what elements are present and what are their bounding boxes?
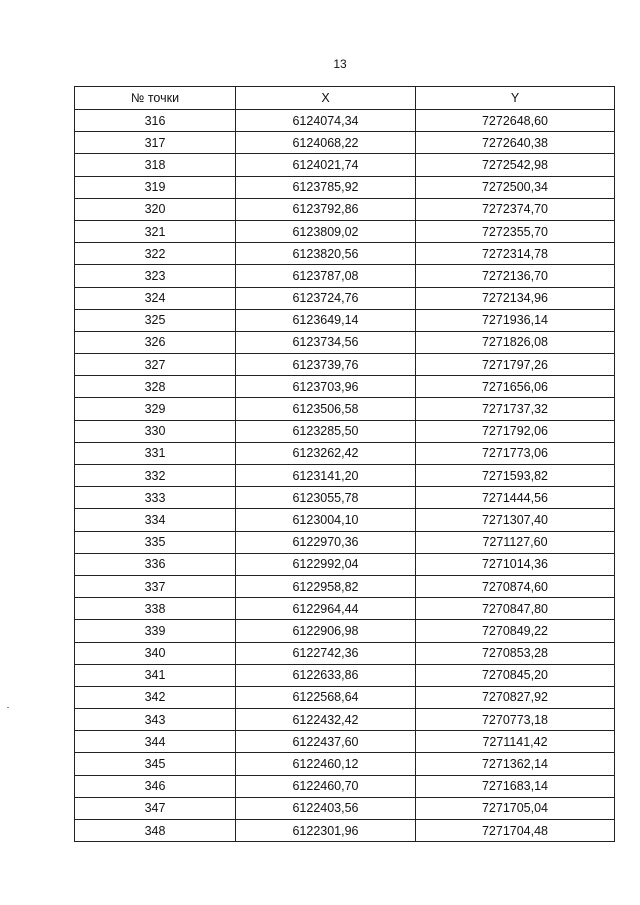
table-row	[75, 132, 615, 154]
point-number-cell: 329	[75, 398, 236, 420]
point-number-cell: 318	[75, 154, 236, 176]
table-row	[75, 731, 615, 753]
x-coordinate-cell: 6123703,96	[236, 376, 416, 398]
table-row	[75, 553, 615, 575]
x-coordinate-cell: 6122964,44	[236, 598, 416, 620]
x-coordinate-cell: 6122301,96	[236, 820, 416, 842]
point-number-cell: 346	[75, 775, 236, 797]
y-coordinate-cell: 7272648,60	[416, 110, 615, 132]
table-row	[75, 243, 615, 265]
point-number-cell: 343	[75, 709, 236, 731]
x-coordinate-cell: 6122992,04	[236, 553, 416, 575]
y-coordinate-cell: 7270853,28	[416, 642, 615, 664]
table-row	[75, 442, 615, 464]
y-coordinate-cell: 7271704,48	[416, 820, 615, 842]
table-row	[75, 110, 615, 132]
point-number-cell: 334	[75, 509, 236, 531]
y-coordinate-cell: 7270827,92	[416, 686, 615, 708]
x-coordinate-cell: 6122460,70	[236, 775, 416, 797]
table-row	[75, 642, 615, 664]
table-header-row	[75, 87, 615, 110]
point-number-cell: 319	[75, 176, 236, 198]
x-coordinate-cell: 6123262,42	[236, 442, 416, 464]
table-row	[75, 265, 615, 287]
y-coordinate-cell: 7272542,98	[416, 154, 615, 176]
table-row	[75, 176, 615, 198]
table-row	[75, 664, 615, 686]
point-number-cell: 322	[75, 243, 236, 265]
point-number-cell: 342	[75, 686, 236, 708]
table-row	[75, 398, 615, 420]
y-coordinate-cell: 7270773,18	[416, 709, 615, 731]
x-coordinate-cell: 6122460,12	[236, 753, 416, 775]
x-coordinate-cell: 6123792,86	[236, 198, 416, 220]
y-coordinate-cell: 7272134,96	[416, 287, 615, 309]
x-coordinate-cell: 6123787,08	[236, 265, 416, 287]
x-coordinate-cell: 6122958,82	[236, 575, 416, 597]
table-row	[75, 376, 615, 398]
table-row	[75, 465, 615, 487]
x-coordinate-cell: 6124021,74	[236, 154, 416, 176]
x-coordinate-cell: 6122633,86	[236, 664, 416, 686]
x-coordinate-cell: 6123785,92	[236, 176, 416, 198]
y-coordinate-cell: 7271362,14	[416, 753, 615, 775]
coordinates-table	[74, 86, 615, 842]
scan-speck	[7, 707, 9, 708]
header-y: Y	[416, 87, 615, 110]
x-coordinate-cell: 6123734,56	[236, 331, 416, 353]
y-coordinate-cell: 7272136,70	[416, 265, 615, 287]
x-coordinate-cell: 6122403,56	[236, 797, 416, 819]
x-coordinate-cell: 6124074,34	[236, 110, 416, 132]
point-number-cell: 325	[75, 309, 236, 331]
table-row	[75, 509, 615, 531]
y-coordinate-cell: 7271797,26	[416, 354, 615, 376]
table-row	[75, 154, 615, 176]
table-row	[75, 198, 615, 220]
point-number-cell: 317	[75, 132, 236, 154]
y-coordinate-cell: 7271737,32	[416, 398, 615, 420]
y-coordinate-cell: 7271773,06	[416, 442, 615, 464]
x-coordinate-cell: 6123055,78	[236, 487, 416, 509]
table-row	[75, 753, 615, 775]
point-number-cell: 331	[75, 442, 236, 464]
y-coordinate-cell: 7270845,20	[416, 664, 615, 686]
point-number-cell: 336	[75, 553, 236, 575]
y-coordinate-cell: 7271936,14	[416, 309, 615, 331]
point-number-cell: 316	[75, 110, 236, 132]
point-number-cell: 333	[75, 487, 236, 509]
table-row	[75, 575, 615, 597]
x-coordinate-cell: 6122906,98	[236, 620, 416, 642]
x-coordinate-cell: 6123649,14	[236, 309, 416, 331]
y-coordinate-cell: 7272314,78	[416, 243, 615, 265]
y-coordinate-cell: 7272374,70	[416, 198, 615, 220]
y-coordinate-cell: 7270874,60	[416, 575, 615, 597]
point-number-cell: 321	[75, 220, 236, 242]
table-row	[75, 531, 615, 553]
table-row	[75, 775, 615, 797]
x-coordinate-cell: 6122432,42	[236, 709, 416, 731]
page-number: 13	[333, 57, 347, 71]
y-coordinate-cell: 7271792,06	[416, 420, 615, 442]
header-x: X	[236, 87, 416, 110]
point-number-cell: 327	[75, 354, 236, 376]
point-number-cell: 348	[75, 820, 236, 842]
table-row	[75, 331, 615, 353]
point-number-cell: 326	[75, 331, 236, 353]
x-coordinate-cell: 6123506,58	[236, 398, 416, 420]
point-number-cell: 338	[75, 598, 236, 620]
x-coordinate-cell: 6122742,36	[236, 642, 416, 664]
table-row	[75, 709, 615, 731]
table-row	[75, 309, 615, 331]
table-row	[75, 598, 615, 620]
table-row	[75, 797, 615, 819]
y-coordinate-cell: 7271826,08	[416, 331, 615, 353]
x-coordinate-cell: 6123820,56	[236, 243, 416, 265]
table-row	[75, 287, 615, 309]
x-coordinate-cell: 6123285,50	[236, 420, 416, 442]
point-number-cell: 332	[75, 465, 236, 487]
point-number-cell: 323	[75, 265, 236, 287]
table-row	[75, 620, 615, 642]
y-coordinate-cell: 7271307,40	[416, 509, 615, 531]
point-number-cell: 339	[75, 620, 236, 642]
point-number-cell: 330	[75, 420, 236, 442]
x-coordinate-cell: 6122568,64	[236, 686, 416, 708]
x-coordinate-cell: 6124068,22	[236, 132, 416, 154]
x-coordinate-cell: 6122437,60	[236, 731, 416, 753]
table-row	[75, 220, 615, 242]
header-point-number: № точки	[75, 87, 236, 110]
table-row	[75, 820, 615, 842]
point-number-cell: 324	[75, 287, 236, 309]
y-coordinate-cell: 7272500,34	[416, 176, 615, 198]
x-coordinate-cell: 6123724,76	[236, 287, 416, 309]
y-coordinate-cell: 7271444,56	[416, 487, 615, 509]
point-number-cell: 328	[75, 376, 236, 398]
x-coordinate-cell: 6123739,76	[236, 354, 416, 376]
table-row	[75, 420, 615, 442]
y-coordinate-cell: 7271656,06	[416, 376, 615, 398]
x-coordinate-cell: 6123809,02	[236, 220, 416, 242]
table-row	[75, 487, 615, 509]
y-coordinate-cell: 7271014,36	[416, 553, 615, 575]
y-coordinate-cell: 7270847,80	[416, 598, 615, 620]
point-number-cell: 344	[75, 731, 236, 753]
y-coordinate-cell: 7271127,60	[416, 531, 615, 553]
point-number-cell: 347	[75, 797, 236, 819]
point-number-cell: 335	[75, 531, 236, 553]
table-row	[75, 686, 615, 708]
point-number-cell: 340	[75, 642, 236, 664]
y-coordinate-cell: 7272355,70	[416, 220, 615, 242]
point-number-cell: 345	[75, 753, 236, 775]
point-number-cell: 337	[75, 575, 236, 597]
y-coordinate-cell: 7272640,38	[416, 132, 615, 154]
x-coordinate-cell: 6123004,10	[236, 509, 416, 531]
x-coordinate-cell: 6123141,20	[236, 465, 416, 487]
y-coordinate-cell: 7271683,14	[416, 775, 615, 797]
table-body	[75, 110, 615, 842]
x-coordinate-cell: 6122970,36	[236, 531, 416, 553]
y-coordinate-cell: 7271141,42	[416, 731, 615, 753]
point-number-cell: 341	[75, 664, 236, 686]
point-number-cell: 320	[75, 198, 236, 220]
y-coordinate-cell: 7270849,22	[416, 620, 615, 642]
y-coordinate-cell: 7271593,82	[416, 465, 615, 487]
y-coordinate-cell: 7271705,04	[416, 797, 615, 819]
table-row	[75, 354, 615, 376]
